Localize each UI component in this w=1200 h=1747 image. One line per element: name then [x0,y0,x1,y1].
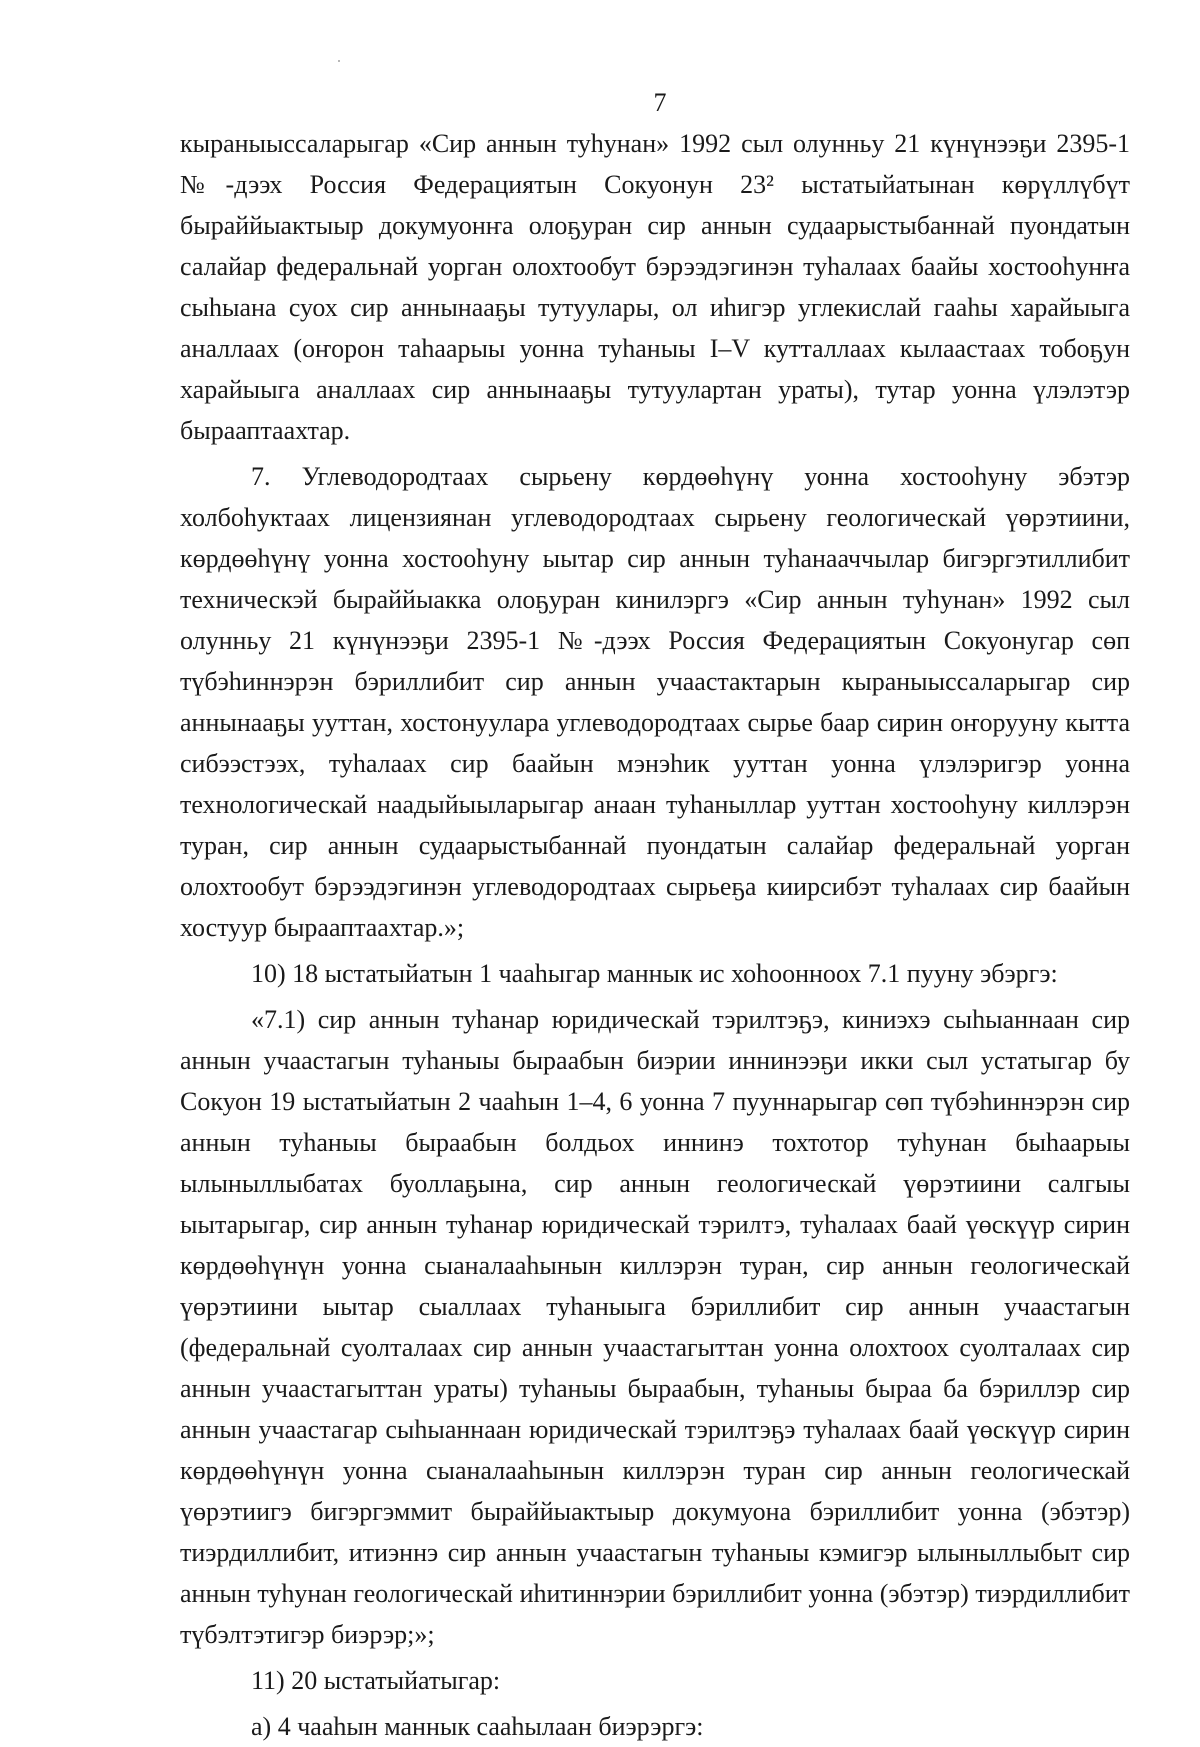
paragraph-item-11: 11) 20 ыстатыйатыгар: [251,1666,501,1695]
paragraph-subitem-a: а) 4 чааһын маннык сааһылаан биэрэргэ: [251,1712,704,1741]
document-body [180,123,1130,1747]
paragraph-item-7-1: «7.1) сир аннын туһанар юридическай тэрилтэҕэ, киниэхэ сыһыаннаан сир аннын учаастагын туһаныы быраабын биэрии иннинээҕи икки сыл устатыгар бу Сокуон 19 ыстатыйатын 2 чааһын 1–4, 6 уонна 7 пууннарыгар сөп түбэһиннэрэн сир аннын туһаныы быраабын болдьох иннинэ тохтотор туһунан быһаарыы ылыныллыбатах буоллаҕына, сир аннын геологическай үөрэтиини салгыы ыытарыгар, сир аннын туһанар юридическай тэрилтэ, туһалаах баай үөскүүр сирин көрдөөһүнүн уонна сыаналааһынын киллэрэн туран, сир аннын геологическай үөрэтиини ыытар сыаллаах туһаныыга бэриллибит сир аннын учаастагын (федеральнай суолталаах сир аннын учаастагыттан уонна олохтоох суолталаах сир аннын учаастагыттан ураты) туһаныы быраабын, туһаныы быраа ба бэриллэр сир аннын учаастагар сыһыаннаан юридическай тэрилтэҕэ туһалаах баай үөскүүр сирин көрдөөһүнүн уонна сыаналааһынын киллэрэн туран сир аннын геологическай үөрэтиигэ бигэргэммит быраййыактыыр докумуона бэриллибит уонна (эбэтэр) тиэрдиллибит, итиэннэ сир аннын учаастагын туһаныы кэмигэр ылыныллыбыт сир аннын туһунан геологическай иһитиннэрии бэриллибит уонна (эбэтэр) тиэрдиллибит түбэлтэтигэр биэрэр;»; [180,1005,1130,1649]
paragraph-item-10: 10) 18 ыстатыйатын 1 чааһыгар маннык ис хоһоонноох 7.1 пууну эбэргэ: [251,959,1058,988]
page-number: 7 [653,88,667,117]
scan-speck [338,60,340,62]
paragraph-item-7: 7. Углеводородтаах сырьену көрдөөһүнү уонна хостооһуну эбэтэр холбоһуктаах лицензиянан углеводородтаах сырьену геологическай үөрэтиини, көрдөөһүнү уонна хостооһуну ыытар сир аннын туһанааччылар бигэргэтиллибит техническэй быраййыакка олоҕуран кинилэргэ «Сир аннын туһунан» 1992 сыл олунньу 21 күнүнээҕи 2395-1 №-дээх Россия Федерациятын Сокуонугар сөп түбэһиннэрэн бэриллибит сир аннын учаастактарын кыраныыссаларыгар сир аннынааҕы ууттан, хостонуулара углеводородтаах сырье баар сирин оҥорууну кытта сибээстээх, туһалаах сир баайын мэнэһик ууттан уонна үлэлэригэр уонна технологическай наадыйыыларыгар анаан туһаныллар ууттан хостооһуну киллэрэн туран, сир аннын судаарыстыбаннай пуондатын салайар федеральнай уорган олохтообут бэрээдэгинэн углеводородтаах сырьеҕа киирсибэт туһалаах сир баайын хостуур быраап​таахтар.»; [180,462,1130,942]
paragraph-continuation: кыраныыссаларыгар «Сир аннын туһунан» 1992 сыл олунньу 21 күнүнээҕи 2395-1 №-дээх Россия Федерациятын Сокуонун 23² ыстатыйатынан көрүллүбүт быраййыактыыр докумуонҥа олоҕуран сир аннын судаарыстыбаннай пуондатын салайар федеральнай уорган олохтообут бэрээдэгинэн туһалаах баайы хостооһунҥа сыһыана суох сир аннынааҕы тутуулары, ол иһигэр углекислай гааһы харайыыга аналлаах (оҥорон таһаарыы уонна туһаныы I–V кутталлаах кылаастаах тобоҕун харайыыга аналлаах сир аннынааҕы тутуулартан ураты), тутар уонна үлэлэтэр быраап​таахтар. [180,129,1130,445]
